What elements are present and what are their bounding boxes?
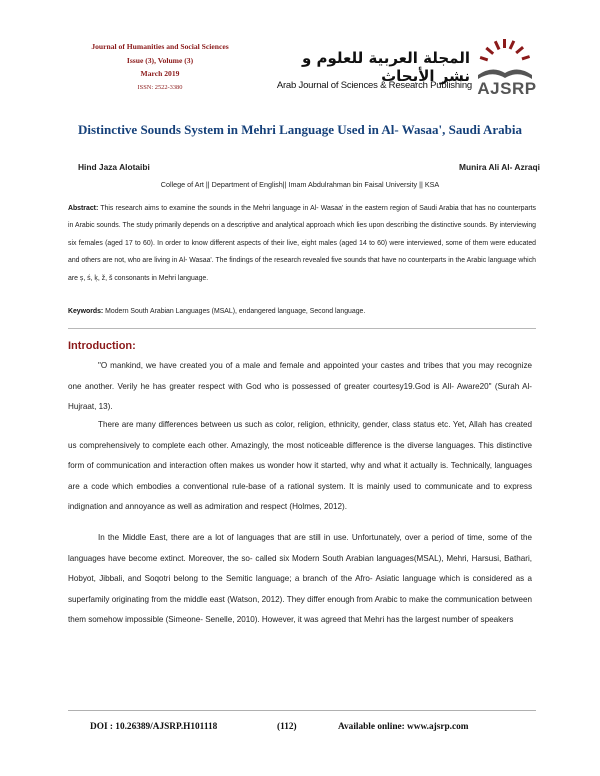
abstract-text: This research aims to examine the sounds in the Mehri language in Al- Wasaa' in the eastern region of Saudi Arabia that has no counterparts in Arabic sounds. The study primarily depends on a descriptive and analytical approach which lies upon describing the distinctive sounds. By interviewing six females (aged 17 to 60). In order to know different aspects of their live, eight males (aged 14 to 60) were interviewed, some of them were educated and others are not, who are living in Al- Wasaa'. The findings of the research revealed five sounds that have no counterparts in the Arabic language which are ș, ś, ķ, ž, š consonants in Mehri language. [68,205,536,282]
footer-online: Available online: www.ajsrp.com [338,722,469,732]
keywords [68,303,536,320]
logo-arabic-name: المجلة العربية للعلوم و نشر الأبحاث [301,49,470,85]
journal-issn: ISSN: 2522-3380 [137,83,183,91]
footer-divider [68,710,536,711]
journal-date: March 2019 [140,69,180,78]
affiliation: College of Art || Department of English|| Imam Abdulrahman bin Faisal University || KSA [160,180,440,189]
journal-issue: Issue (3), Volume (3) [126,55,194,65]
open-book-logo-icon [472,35,538,105]
intro-paragraph-3: In the Middle East, there are a lot of languages that are still in use. Unfortunately, over a period of time, some of the languages have become extinct. Moreover, the so- called six Modern South Arabian languages(MSAL), Mehri, Harsusi, Bathari, Hobyot, Jibbali, and Soqotri belong to the Semitic language; a branch of the Afro- Asiatic language which is considered as a superfamily originating from the middle east (Watson, 2012). They differ enough from Arabic to make the communication between them somehow impossible (Simeone- Senelle, 2010). However, it was agreed that Mehri has the largest number of speakers [68,533,532,625]
logo-english-name: Arab Journal of Sciences & Research Publishing [276,80,472,91]
footer-page-number: (112) [277,722,297,732]
abstract-label: Abstract: [68,205,99,212]
keywords-label: Keywords: [68,308,104,315]
author-right: Munira Ali Al- Azraqi [459,162,540,172]
journal-name: Journal of Humanities and Social Sciences [91,42,229,51]
paper-title: Distinctive Sounds System in Mehri Language Used in Al- Wasaa', Saudi Arabia [77,122,522,137]
publisher-logo [262,35,542,105]
journal-info [60,40,260,94]
introduction-heading: Introduction: [68,340,136,352]
author-left: Hind Jaza Alotaibi [78,162,150,172]
intro-paragraph-2: There are many differences between us such as color, religion, ethnicity, gender, class status etc. Yet, Allah has created us comprehensively to complete each other. Amazingly, the most noticeable difference is the diverse languages. This distinctive form of communication and interaction often makes us wonder how it started, why and what it actually is. Technically, languages are a code which embodies a conventional rule-base of a rational system. It is mainly used to communicate and to express indignation and annoyance as well as admiration and respect (Holmes, 2012). [68,420,532,512]
keywords-text: Modern South Arabian Languages (MSAL), endangered language, Second language. [105,308,366,315]
logo-acronym: AJSRP [477,79,537,98]
intro-paragraph-1: "O mankind, we have created you of a male and female and appointed your castes and tribes that you may recognize one another. Verily he has greater respect with God who is possessed of greater courtesy19.God is All- Aware20" (Surah Al- Hujraat, 13). [68,361,532,412]
section-divider [68,328,536,329]
abstract [68,200,536,287]
footer-doi: DOI : 10.26389/AJSRP.H101118 [90,722,218,732]
